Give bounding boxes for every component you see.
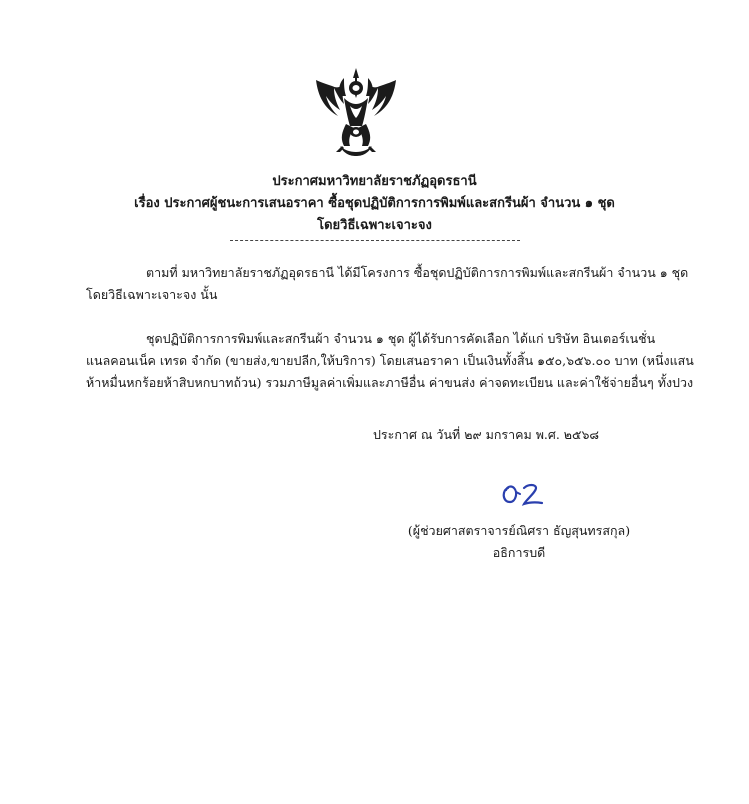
paragraph-line: โดยวิธีเฉพาะเจาะจง นั้น	[86, 287, 218, 302]
signer-name: (ผู้ช่วยศาสตราจารย์ณิศรา ธัญสุนทรสกุล)	[407, 523, 631, 538]
announcement-date: ประกาศ ณ วันที่ ๒๙ มกราคม พ.ศ. ๒๕๖๘	[373, 427, 600, 442]
paragraph-line: ชุดปฏิบัติการการพิมพ์และสกรีนผ้า จำนวน ๑ ชุด ผู้ได้รับการคัดเลือก ได้แก่ บริษัท อินเตอร์เนชั่น	[146, 331, 656, 346]
procurement-method: โดยวิธีเฉพาะเจาะจง	[317, 218, 432, 233]
signer-title: อธิการบดี	[492, 545, 546, 560]
paragraph-project	[86, 262, 689, 306]
divider	[230, 240, 520, 241]
signature-mark	[498, 478, 548, 508]
paragraph-winner	[86, 328, 694, 394]
paragraph-line: ตามที่ มหาวิทยาลัยราชภัฏอุดรธานี ได้มีโครงการ ซื้อชุดปฏิบัติการการพิมพ์และสกรีนผ้า จำนวน ๑ ชุด	[146, 265, 689, 280]
paragraph-line: ห้าหมื่นหกร้อยห้าสิบหกบาทถ้วน) รวมภาษีมูลค่าเพิ่มและภาษีอื่น ค่าขนส่ง ค่าจดทะเบียน และค่าใช้จ่ายอื่นๆ ทั้งปวง	[86, 375, 694, 390]
announcement-subject: เรื่อง ประกาศผู้ชนะการเสนอราคา ซื้อชุดปฏิบัติการการพิมพ์และสกรีนผ้า จำนวน ๑ ชุด	[134, 196, 615, 211]
garuda-emblem-icon	[310, 66, 402, 158]
announcement-title: ประกาศมหาวิทยาลัยราชภัฏอุดรธานี	[272, 174, 477, 189]
signer-block	[394, 520, 644, 564]
paragraph-line: แนลคอนเน็ค เทรด จำกัด (ขายส่ง,ขายปลีก,ให้บริการ) โดยเสนอราคา เป็นเงินทั้งสิ้น ๑๕๐,๖๕๖.๐๐ บาท (หนึ่งแสน	[86, 353, 694, 368]
